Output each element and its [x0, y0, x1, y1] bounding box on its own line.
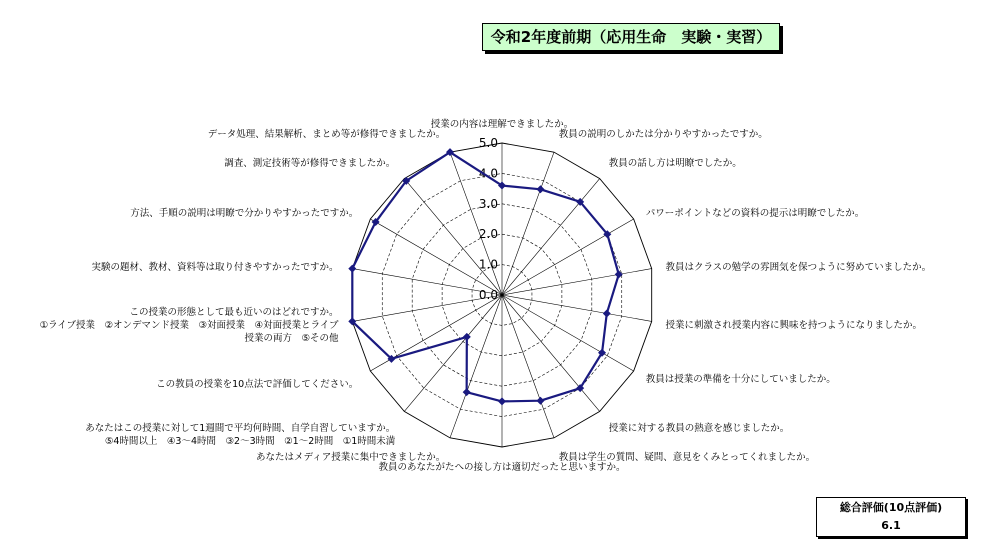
category-label: 教員は授業の準備を十分にしていましたか。	[645, 374, 836, 385]
category-label: 授業の内容は理解できましたか。	[430, 119, 574, 130]
category-label: ①ライブ授業 ②オンデマンド授業 ③対面授業 ④対面授業とライブ	[39, 319, 339, 331]
category-label: 教員の説明のしかたは分かりやすかったですか。	[558, 129, 768, 141]
category-label: 授業に刺激され授業内容に興味を持つようになりましたか。	[665, 319, 922, 331]
data-point	[536, 397, 544, 405]
data-point	[348, 265, 356, 273]
category-label: 授業に対する教員の熱意を感じましたか。	[608, 423, 790, 435]
category-label: パワーポイントなどの資料の提示は明瞭でしたか。	[645, 208, 865, 219]
category-label: あなたはこの授業に対して1週間で平均何時間、自学自習していますか。	[85, 423, 396, 435]
tick-label: 5.0	[478, 136, 498, 150]
category-label: ⑤4時間以上 ④3～4時間 ③2～3時間 ②1～2時間 ①1時間未満	[104, 436, 396, 448]
data-point	[498, 397, 506, 405]
category-label: データ処理、結果解析、まとめ等が修得できましたか。	[207, 129, 446, 141]
tick-label: 1.0	[478, 257, 498, 272]
category-label: この教員の授業を10点法で評価してください。	[156, 379, 359, 390]
axis-spoke	[502, 295, 554, 438]
category-label: 教員は学生の質問、疑問、意見をくみとってくれましたか。	[558, 451, 816, 463]
tick-label: 4.0	[478, 166, 498, 181]
series-line	[352, 152, 618, 401]
category-label: あなたはメディア授業に集中できましたか。	[255, 451, 446, 463]
overall-score-box	[816, 497, 966, 537]
category-label: 教員の話し方は明瞭でしたか。	[608, 157, 742, 169]
overall-score-label: 総合評価(10点評価)	[839, 501, 943, 514]
category-label: 調査、測定技術等が修得できましたか。	[224, 157, 396, 169]
category-label: この授業の形態として最も近いのはどれですか。	[129, 306, 339, 318]
tick-label: 3.0	[478, 196, 498, 211]
overall-score-value: 6.1	[881, 519, 901, 532]
chart-title: 令和2年度前期（応用生命 実験・実習）	[482, 23, 780, 51]
data-point	[536, 185, 544, 193]
category-label: 教員はクラスの勉学の雰囲気を保つように努めていましたか。	[665, 262, 932, 274]
axis-spoke	[450, 295, 502, 438]
axis-spoke	[502, 179, 600, 295]
category-label: 教員のあなたがたへの接し方は適切だったと思いますか。	[378, 462, 626, 473]
data-point	[463, 388, 471, 396]
category-label: 方法、手順の説明は明瞭で分かりやすかったですか。	[130, 208, 359, 219]
category-label: 実験の題材、教材、資料等は取り付きやすかったですか。	[91, 262, 339, 274]
axis-spoke	[502, 152, 554, 295]
category-label: 授業の両方 ⑤その他	[244, 332, 339, 344]
data-point	[463, 333, 471, 341]
tick-label: 0.0	[478, 288, 498, 302]
tick-label: 2.0	[478, 227, 498, 242]
data-point	[603, 309, 611, 317]
axis-spoke	[404, 295, 502, 411]
